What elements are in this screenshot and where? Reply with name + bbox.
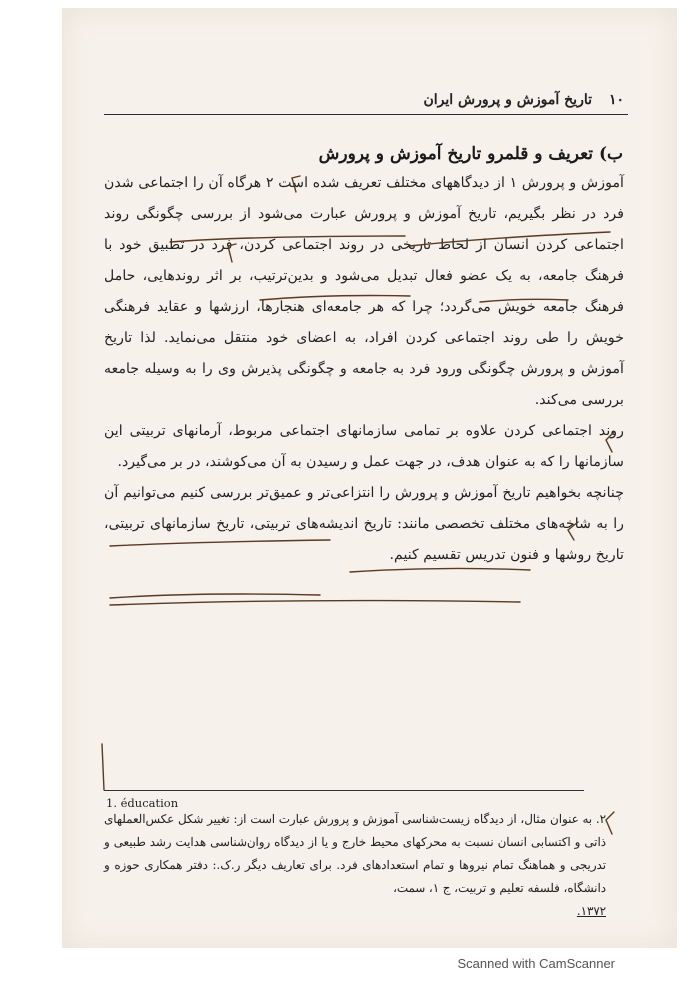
footnote-2 bbox=[104, 808, 606, 923]
paragraph-1: آموزش و پرورش ۱ از دیدگاههای مختلف تعریف شده است ۲ هرگاه آن را اجتماعی شدن فرد در نظر بگیریم، تاریخ آموزش و پرورش عبارت می‌شود از بررسی چگونگی روند اجتماعی کردن انسان از لحاظ تاریخی در روند اجتماعی کردن، فرد در تطبیق خود با فرهنگ جامعه، به یک عضو فعال تبدیل می‌شود و بدین‌ترتیب، بر اثر روندهایی، حامل فرهنگ جامعه خویش می‌گردد؛ چرا که هر جامعه‌ای هنجارها، ارزشها و عقاید فرهنگی خویش را طی روند اجتماعی کردن افراد، به اعضای خود منتقل می‌نماید. لذا تاریخ آموزش و پرورش چگونگی ورود فرد به جامعه و چگونگی پذیرش وی را به وسیله جامعه بررسی می‌کند. bbox=[104, 175, 624, 408]
footnote-divider bbox=[104, 790, 584, 791]
footnote-1: 1. éducation bbox=[106, 796, 179, 810]
camscanner-watermark: Scanned with CamScanner bbox=[457, 956, 615, 971]
body-text bbox=[104, 168, 624, 571]
footnote-2-year: ۱۳۷۲. bbox=[576, 904, 606, 918]
section-title: ب) تعریف و قلمرو تاریخ آموزش و پرورش bbox=[318, 144, 623, 164]
footnote-2-text: ۲. به عنوان مثال، از دیدگاه زیست‌شناسی آموزش و پرورش عبارت است از: تغییر شکل عکس‌العملهای ذاتی و اکتسابی انسان نسبت به محرکهای محیط خارج و یا از دیدگاه روان‌شناسی هدایت رشد طبیعی و تدریجی و هماهنگ تمام نیروها و تمام استعدادهای فرد. برای تعاریف دیگر ر.ک.: دفتر همکاری حوزه و دانشگاه، فلسفه تعلیم و تربیت، ج ۱، سمت، bbox=[104, 812, 606, 895]
page-number: ۱۰ bbox=[608, 92, 624, 108]
paragraph-2: روند اجتماعی کردن علاوه بر تمامی سازمانهای اجتماعی مربوط، آرمانهای تربیتی این سازمانها را که به عنوان هدف، در جهت عمل و رسیدن به آن می‌کوشند، در بر می‌گیرد. bbox=[104, 423, 624, 470]
running-title: تاریخ آموزش و پرورش ایران bbox=[423, 92, 592, 108]
paragraph-3: چنانچه بخواهیم تاریخ آموزش و پرورش را انتزاعی‌تر و عمیق‌تر بررسی کنیم می‌توانیم آن را به شاخه‌های مختلف تخصصی مانند: تاریخ اندیشه‌های تربیتی، تاریخ سازمانهای تربیتی، تاریخ روشها و فنون تدریس تقسیم کنیم. bbox=[104, 485, 624, 563]
running-header bbox=[104, 88, 628, 115]
